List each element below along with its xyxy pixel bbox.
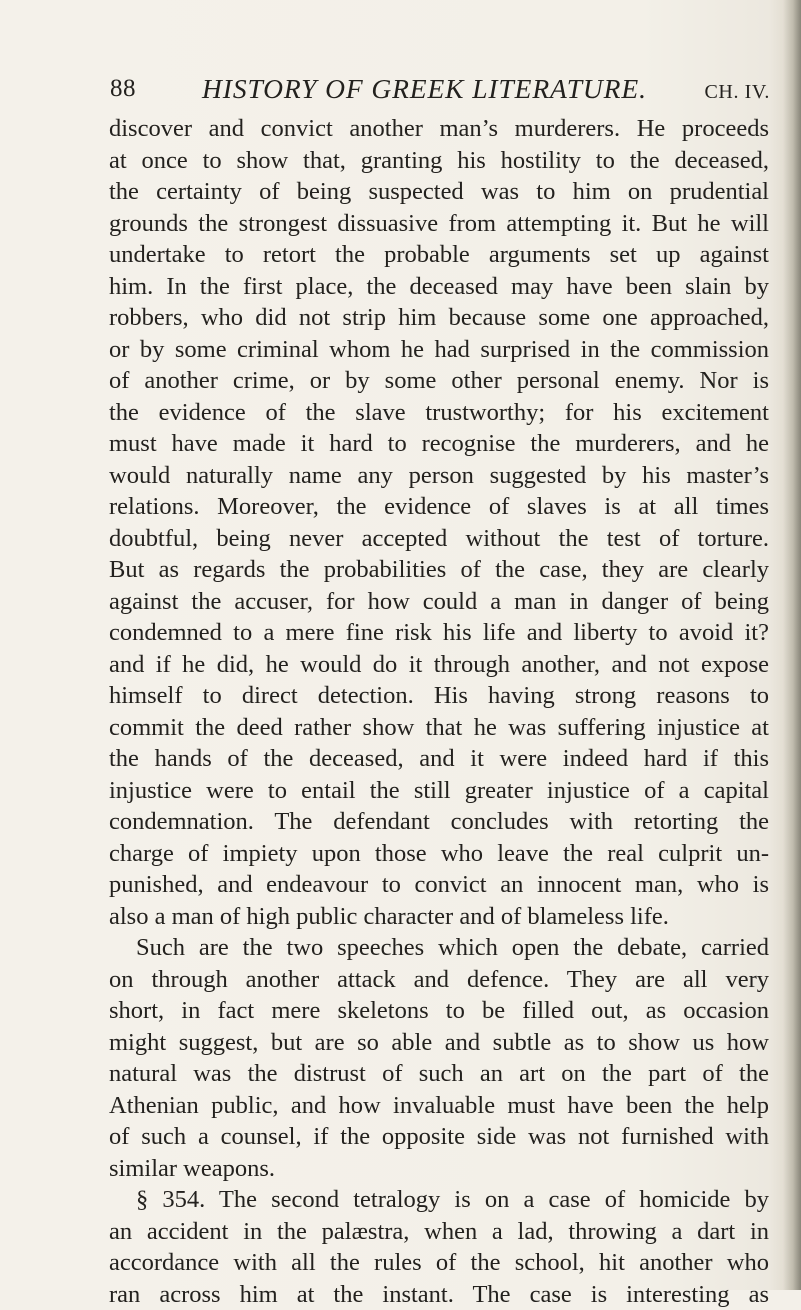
text-line: might suggest, but are so able and subtle as to show us how bbox=[109, 1027, 769, 1059]
text-line: relations. Moreover, the evidence of slaves is at all times bbox=[109, 491, 769, 523]
text-line: robbers, who did not strip him because some one approached, bbox=[109, 302, 769, 334]
paragraph-end-line: also a man of high public character and of blameless life. bbox=[109, 901, 769, 933]
text-line: accordance with all the rules of the school, hit another who bbox=[109, 1247, 769, 1279]
text-line: But as regards the probabilities of the case, they are clearly bbox=[109, 554, 769, 586]
text-line: short, in fact mere skeletons to be filled out, as occasion bbox=[109, 995, 769, 1027]
text-line: of such a counsel, if the opposite side was not furnished with bbox=[109, 1121, 769, 1153]
paragraph-start-line: Such are the two speeches which open the debate, carried bbox=[109, 932, 769, 964]
text-line: would naturally name any person suggested by his master’s bbox=[109, 460, 769, 492]
text-line: condemnation. The defendant concludes with retorting the bbox=[109, 806, 769, 838]
text-line: against the accuser, for how could a man in danger of being bbox=[109, 586, 769, 618]
text-line: the certainty of being suspected was to him on prudential bbox=[109, 176, 769, 208]
text-line: the hands of the deceased, and it were indeed hard if this bbox=[109, 743, 769, 775]
text-line: Athenian public, and how invaluable must have been the help bbox=[109, 1090, 769, 1122]
text-line: charge of impiety upon those who leave the real culprit un- bbox=[109, 838, 769, 870]
running-title: HISTORY OF GREEK LITERATURE. bbox=[202, 73, 647, 105]
text-line: the evidence of the slave trustworthy; for his excitement bbox=[109, 397, 769, 429]
text-line: natural was the distrust of such an art on the part of the bbox=[109, 1058, 769, 1090]
page-edge-shadow bbox=[783, 0, 801, 1290]
page-number: 88 bbox=[110, 75, 136, 103]
text-line: an accident in the palæstra, when a lad, throwing a dart in bbox=[109, 1216, 769, 1248]
text-line: doubtful, being never accepted without the test of torture. bbox=[109, 523, 769, 555]
text-line: of another crime, or by some other personal enemy. Nor is bbox=[109, 365, 769, 397]
text-line: commit the deed rather show that he was suffering injustice at bbox=[109, 712, 769, 744]
text-line: undertake to retort the probable arguments set up against bbox=[109, 239, 769, 271]
text-line: punished, and endeavour to convict an innocent man, who is bbox=[109, 869, 769, 901]
text-line: on through another attack and defence. They are all very bbox=[109, 964, 769, 996]
text-line: ran across him at the instant. The case is interesting as bbox=[109, 1279, 769, 1310]
text-line: condemned to a mere fine risk his life and liberty to avoid it? bbox=[109, 617, 769, 649]
body-text bbox=[109, 113, 769, 1310]
chapter-reference: CH. IV. bbox=[704, 81, 770, 104]
text-line: discover and convict another man’s murderers. He proceeds bbox=[109, 113, 769, 145]
text-line: at once to show that, granting his hostility to the deceased, bbox=[109, 145, 769, 177]
text-line: and if he did, he would do it through another, and not expose bbox=[109, 649, 769, 681]
text-line: himself to direct detection. His having strong reasons to bbox=[109, 680, 769, 712]
text-line: grounds the strongest dissuasive from attempting it. But he will bbox=[109, 208, 769, 240]
section-354-start-line: § 354. The second tetralogy is on a case of homicide by bbox=[109, 1184, 769, 1216]
text-line: him. In the first place, the deceased may have been slain by bbox=[109, 271, 769, 303]
text-line: injustice were to entail the still greater injustice of a capital bbox=[109, 775, 769, 807]
text-line: must have made it hard to recognise the murderers, and he bbox=[109, 428, 769, 460]
paragraph-end-line: similar weapons. bbox=[109, 1153, 769, 1185]
running-header bbox=[110, 73, 770, 107]
text-line: or by some criminal whom he had surprised in the commission bbox=[109, 334, 769, 366]
